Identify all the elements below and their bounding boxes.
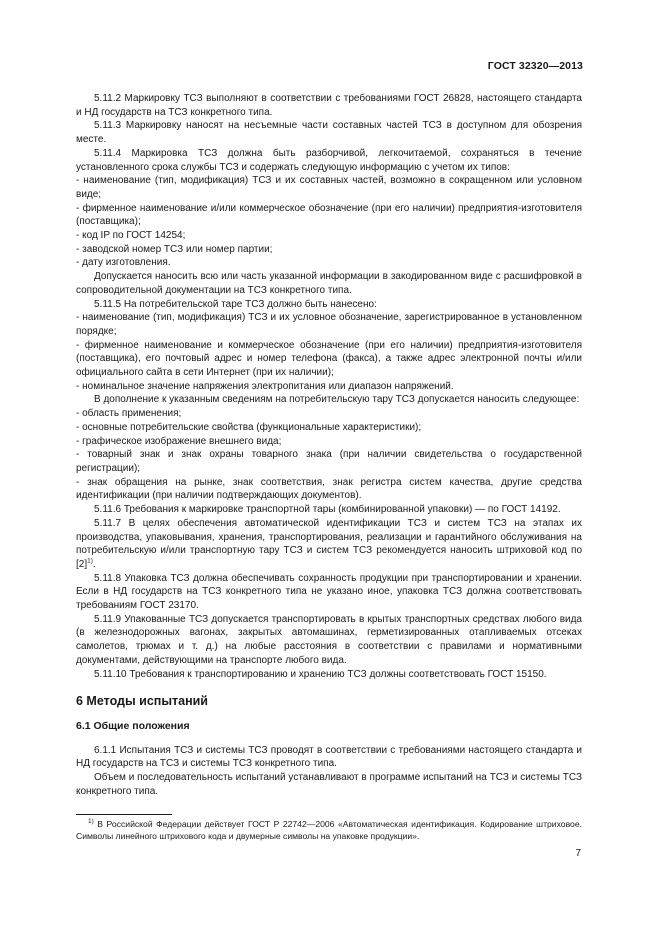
list-item — [76, 174, 582, 201]
footnote-mark: 1) — [88, 818, 94, 826]
list-item — [76, 256, 582, 270]
paragraph-text: В дополнение к указанным сведениям на потребительскую тару ТСЗ допускается наносить следующее: — [94, 394, 580, 406]
paragraph — [76, 393, 582, 407]
paragraph — [76, 613, 582, 668]
list-item — [76, 229, 582, 243]
paragraph-text: 5.11.4 Маркировка ТСЗ должна быть разборчивой, легкочитаемой, сохраняться в течение установленного срока службы ТСЗ и содержать следующую информацию с учетом их типов: — [76, 147, 582, 173]
paragraph-text: - наименование (тип, модификация) ТСЗ и их условное обозначение, зарегистрированное в установленном порядке; — [76, 312, 582, 337]
list-item — [76, 380, 582, 394]
footnote-text — [76, 818, 582, 842]
paragraph-text: 6.1 Общие положения — [76, 719, 190, 732]
paragraph — [76, 270, 582, 297]
paragraph-text: 5.11.10 Требования к транспортированию и хранению ТСЗ должны соответствовать ГОСТ 15150. — [94, 668, 547, 680]
paragraph-text: - товарный знак и знак охраны товарного знака (при наличии свидетельства о государственной регистрации); — [76, 449, 582, 474]
list-item — [76, 407, 582, 421]
paragraph — [76, 572, 582, 613]
paragraph-text: - заводской номер ТСЗ или номер партии; — [76, 243, 273, 255]
paragraph — [76, 503, 582, 517]
paragraph-text: 5.11.5 На потребительской таре ТСЗ должно быть нанесено: — [94, 298, 377, 310]
paragraph-text: 5.11.6 Требования к маркировке транспортной тары (комбинированной упаковки) — по ГОСТ 14192. — [94, 504, 561, 516]
paragraph-text: 5.11.7 В целях обеспечения автоматической идентификации ТСЗ и систем ТСЗ на этапах их производства, упаковывания, хранения, транспортирования, реализации и гарантийного обслуживания на потребительскую и/или транспортную тару ТСЗ и систем ТСЗ рекомендуется наносить штриховой код по [2] — [76, 517, 582, 570]
list-item — [76, 435, 582, 449]
paragraph-text: - код IP по ГОСТ 14254; — [76, 230, 186, 242]
paragraph-text: - фирменное наименование и/или коммерческое обозначение (при его наличии) предприятия-изготовителя (поставщика); — [76, 202, 582, 228]
paragraph — [76, 119, 582, 146]
list-item — [76, 476, 582, 503]
paragraph — [76, 744, 582, 771]
paragraph-text: 6.1.1 Испытания ТСЗ и системы ТСЗ проводят в соответствии с требованиями настоящего стандарта и НД государств на ТСЗ и системы ТСЗ конкретного типа. — [76, 744, 582, 770]
paragraph-text: 5.11.8 Упаковка ТСЗ должна обеспечивать сохранность продукции при транспортировании и хранении. Если в НД государств на ТСЗ конкретного типа не указано иное, упаковка ТСЗ должна соответствовать требованиям ГОСТ 23170. — [76, 572, 582, 612]
footnote — [76, 818, 582, 842]
paragraph — [76, 298, 582, 312]
paragraph-text: - основные потребительские свойства (функциональные характеристики); — [76, 421, 422, 433]
paragraph-text: - область применения; — [76, 408, 182, 420]
paragraph-text: 5.11.3 Маркировку наносят на несъемные части составных частей ТСЗ в доступном для обозрения месте. — [76, 120, 582, 146]
subsection-heading — [76, 720, 582, 734]
paragraph — [76, 668, 582, 682]
list-item — [76, 243, 582, 257]
paragraph-text: - графическое изображение внешнего вида; — [76, 435, 282, 447]
paragraph-text: - дату изготовления. — [76, 257, 171, 269]
paragraph — [76, 147, 582, 174]
paragraph-text: - знак обращения на рынке, знак соответствия, знак регистра систем качества, другие средства идентификации (при наличии подтверждающих документов). — [76, 476, 582, 502]
footnote-ref: 1) — [87, 557, 93, 565]
paragraph-text: 5.11.2 Маркировку ТСЗ выполняют в соответствии с требованиями ГОСТ 26828, настоящего стандарта и НД государств на ТСЗ конкретного типа. — [76, 93, 582, 118]
paragraph-text: 6 Методы испытаний — [76, 694, 208, 709]
paragraph — [76, 517, 582, 572]
paragraph-text: - наименование (тип, модификация) ТСЗ и их составных частей, возможно в сокращенном или условном виде; — [76, 175, 582, 200]
paragraph-text: - фирменное наименование и коммерческое обозначение (при его наличии) предприятия-изготовителя (поставщика), его почтовый адрес и номер телефона (факса), а также адрес электронной почты и/или официального сайта в сети Интернет (при их наличии); — [76, 339, 582, 379]
paragraph-text: Допускается наносить всю или часть указанной информации в закодированном виде с расшифровкой в сопроводительной документации на ТСЗ конкретного типа. — [76, 271, 582, 296]
paragraph-text: - номинальное значение напряжения электропитания или диапазон напряжений. — [76, 380, 454, 392]
footnote-body: В Российской Федерации действует ГОСТ Р 22742—2006 «Автоматическая идентификация. Кодирование штриховое. Символы линейного штрихового кода и двумерные символы на упаковке продукции». — [76, 819, 582, 841]
document-id-header: ГОСТ 32320—2013 — [487, 60, 583, 72]
list-item — [76, 448, 582, 475]
list-item — [76, 202, 582, 229]
document-body — [76, 92, 582, 798]
list-item — [76, 421, 582, 435]
footnote-separator — [76, 814, 172, 815]
section-heading — [76, 695, 582, 709]
paragraph-text: 5.11.9 Упакованные ТСЗ допускается транспортировать в крытых транспортных средствах любого вида (в железнодорожных вагонах, закрытых автомашинах, герметизированных отапливаемых отсеках самолетов, трюмах и т. д.) на любые расстояния в соответствии с правилами и нормативными документами, действующими на транспорте любого вида. — [76, 613, 582, 666]
paragraph-text: Объем и последовательность испытаний устанавливают в программе испытаний на ТСЗ и системы ТСЗ конкретного типа. — [76, 772, 582, 797]
page-number: 7 — [575, 848, 581, 859]
paragraph-tail: . — [92, 558, 96, 570]
list-item — [76, 339, 582, 380]
paragraph — [76, 771, 582, 798]
paragraph — [76, 92, 582, 119]
list-item — [76, 311, 582, 338]
